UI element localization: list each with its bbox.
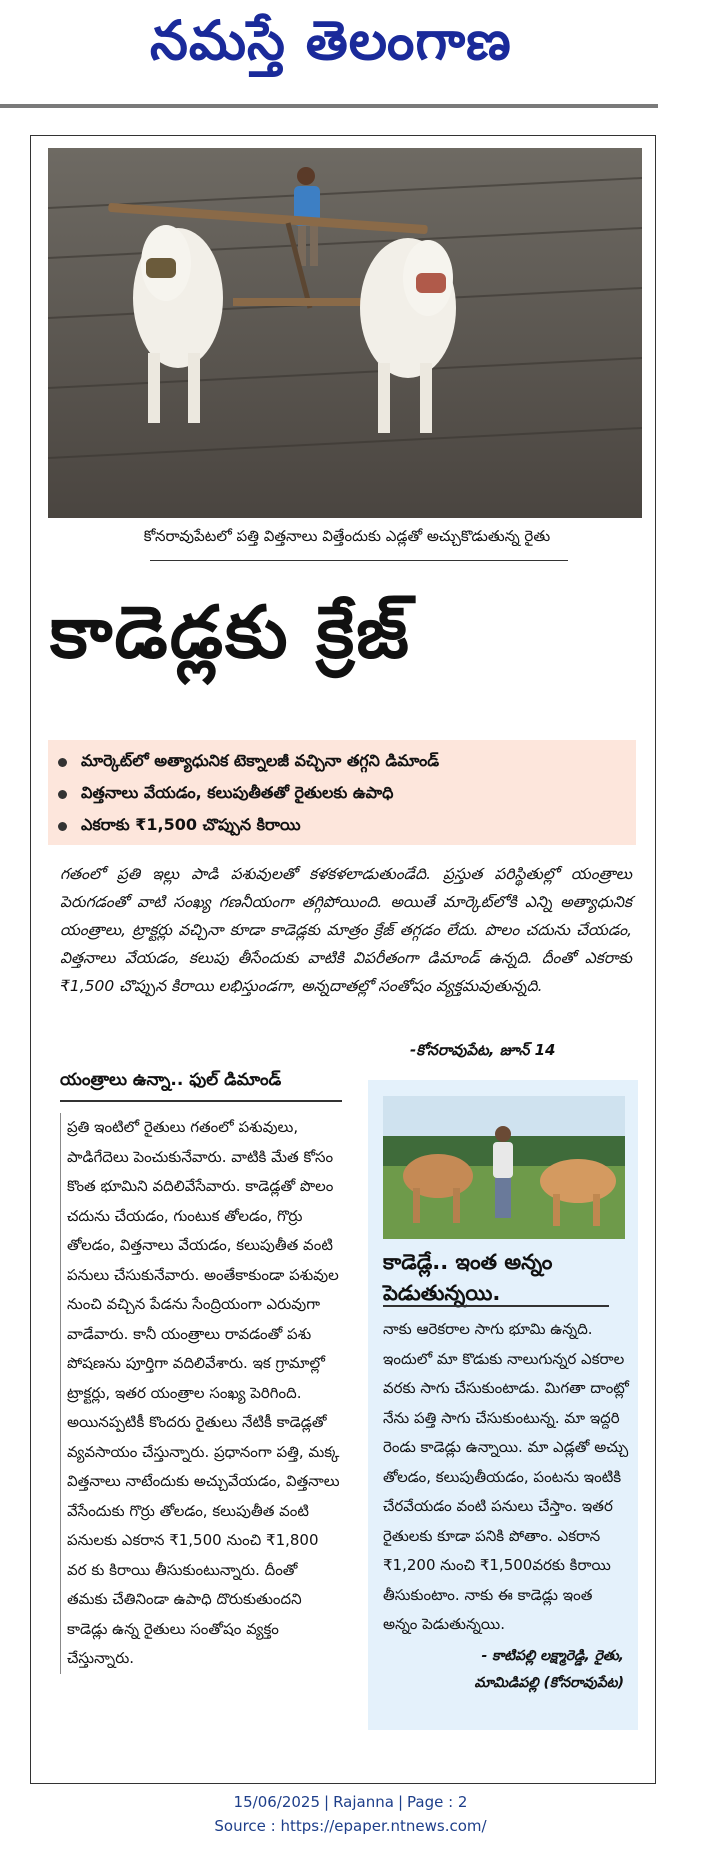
quote-divider — [383, 1305, 609, 1307]
body-text-column: ప్రతి ఇంటిలో రైతులు గతంలో పశువులు, పాడిగేదెలు పెంచుకునేవారు. వాటికి మేత కోసం కొంత భూమిని వదిలివేసేవారు. కాడెడ్లతో పొలం చదును చేయడం, గుంటుక తోలడం, గొర్రు తోలడం, విత్తనాలు వేయడం, కలుపుతీత వంటి పనులు చేసుకునేవారు. అంతేకాకుండా పశువుల నుంచి వచ్చిన పేడను సేంద్రియంగా ఎరువుగా వాడేవారు. కానీ యంత్రాలు రావడంతో పశు పోషణను పూర్తిగా వదిలివేశారు. ఇక గ్రామాల్లో ట్రాక్టర్లు, ఇతర యంత్రాల సంఖ్య పెరిగింది. అయినప్పటికీ కొందరు రైతులు నేటికీ కాడెడ్లతో వ్యవసాయం చేస్తున్నారు. ప్రధానంగా పత్తి, మక్క విత్తనాలు నాటేందుకు అచ్చువేయడం, విత్తనాలు వేసేందుకు గొర్రు తోలడం, కలుపుతీత వంటి పనులకు ఎకరాన ₹1,500 నుంచి ₹1,800 వర కు కిరాయి తీసుకుంటున్నారు. దీంతో తమకు చేతినిండా ఉపాధి దొరుకుతుందని కాడెడ్లు ఉన్న రైతులు సంతోషం వ్యక్తం చేస్తున్నారు. — [60, 1113, 340, 1674]
footer-page: Page : 2 — [407, 1793, 468, 1811]
quote-title-line: పెడుతున్నయి. — [383, 1281, 501, 1305]
highlight-text: ఎకరాకు ₹1,500 చొప్పున కిరాయి — [81, 814, 301, 834]
caption-divider — [150, 560, 568, 561]
highlight-item — [48, 746, 636, 778]
footer-edition: Rajanna — [333, 1793, 394, 1811]
field-illustration — [48, 148, 642, 518]
dateline: -కోనరావుపేట, జూన్ 14 — [410, 1041, 556, 1059]
farmer-quote-box — [368, 1080, 638, 1730]
quote-byline — [374, 1643, 624, 1697]
newspaper-logo: నమస్తే తెలంగాణ — [150, 8, 512, 72]
byline-name: - కాటిపల్లి లక్ష్మారెడ్డి, రైతు, — [481, 1648, 624, 1664]
quote-title-line: కాడెడ్లే.. ఇంత అన్నం — [383, 1250, 553, 1274]
photo-caption: కోనరావుపేటలో పత్తి విత్తనాలు విత్తేందుకు ఎడ్లతో అచ్చుకొడుతున్న రైతు — [143, 527, 551, 545]
highlights-box — [48, 740, 636, 845]
footer-source: Source : https://epaper.ntnews.com/ — [214, 1817, 487, 1835]
highlight-text: మార్కెట్‌లో అత్యాధునిక టెక్నాలజీ వచ్చినా తగ్గని డిమాండ్ — [81, 750, 440, 770]
bullet-icon — [58, 758, 67, 767]
footer-meta: 15/06/2025 | Rajanna | Page : 2 — [233, 1793, 468, 1811]
highlight-item — [48, 778, 636, 810]
bullet-icon — [58, 790, 67, 799]
masthead-divider — [0, 104, 658, 108]
farmer-ploughing-photo — [48, 148, 642, 518]
footer-date: 15/06/2025 — [233, 1793, 321, 1811]
quote-body: నాకు ఆరెకరాల సాగు భూమి ఉన్నది. ఇందులో మా కొడుకు నాలుగున్నర ఎకరాల వరకు సాగు చేసుకుంటాడు. మిగతా దాంట్లో నేను పత్తి సాగు చేసుకుంటున్న. మా ఇద్దరి రెండు కాడెడ్లు ఉన్నాయి. మా ఎడ్లతో అచ్చు తోలడం, కలుపుతీయడం, పంటను ఇంటికి చేరవేయడం వంటి పనులు చేస్తాం. ఇతర రైతులకు కూడా పనికి పోతాం. ఎకరాన ₹1,200 నుంచి ₹1,500వరకు కిరాయి తీసుకుంటాం. నాకు ఈ కాడెడ్లు ఇంత అన్నం పెడుతున్నయి. — [383, 1320, 629, 1633]
masthead — [0, 0, 660, 108]
page-footer — [0, 1790, 701, 1838]
bullet-icon — [58, 822, 67, 831]
highlight-item — [48, 810, 636, 842]
headline: కాడెడ్లకు క్రేజ్ — [50, 590, 411, 674]
byline-place: మామిడిపల్లి (కోనరావుపేట) — [474, 1675, 624, 1691]
subheading: యంత్రాలు ఉన్నా.. ఫుల్ డిమాండ్ — [60, 1070, 282, 1090]
intro-paragraph: గతంలో ప్రతి ఇల్లు పాడి పశువులతో కళకళలాడుతుండేది. ప్రస్తుత పరిస్థితుల్లో యంత్రాలు పెరుగడంతో వాటి సంఖ్య గణనీయంగా తగ్గిపోయింది. అయితే మార్కెట్‌లోకి ఎన్ని అత్యాధునిక యంత్రాలు, ట్రాక్టర్లు వచ్చినా కూడా కాడెడ్లకు మాత్రం క్రేజ్ తగ్గడం లేదు. పొలం చదును చేయడం, విత్తనాలు వేయడం, కలుపు తీసేందుకు వాటికి విపరీతంగా డిమాండ్ ఉన్నది. దీంతో ఎకరాకు ₹1,500 చొప్పున కిరాయి లభిస్తుండగా, అన్నదాతల్లో సంతోషం వ్యక్తమవుతున్నది. — [60, 865, 632, 995]
subheading-divider — [60, 1100, 342, 1102]
quote-title — [383, 1247, 552, 1309]
highlight-text: విత్తనాలు వేయడం, కలుపుతీతతో రైతులకు ఉపాధి — [81, 782, 394, 802]
pasture-illustration — [383, 1096, 625, 1239]
farmer-with-oxen-photo — [383, 1096, 625, 1239]
